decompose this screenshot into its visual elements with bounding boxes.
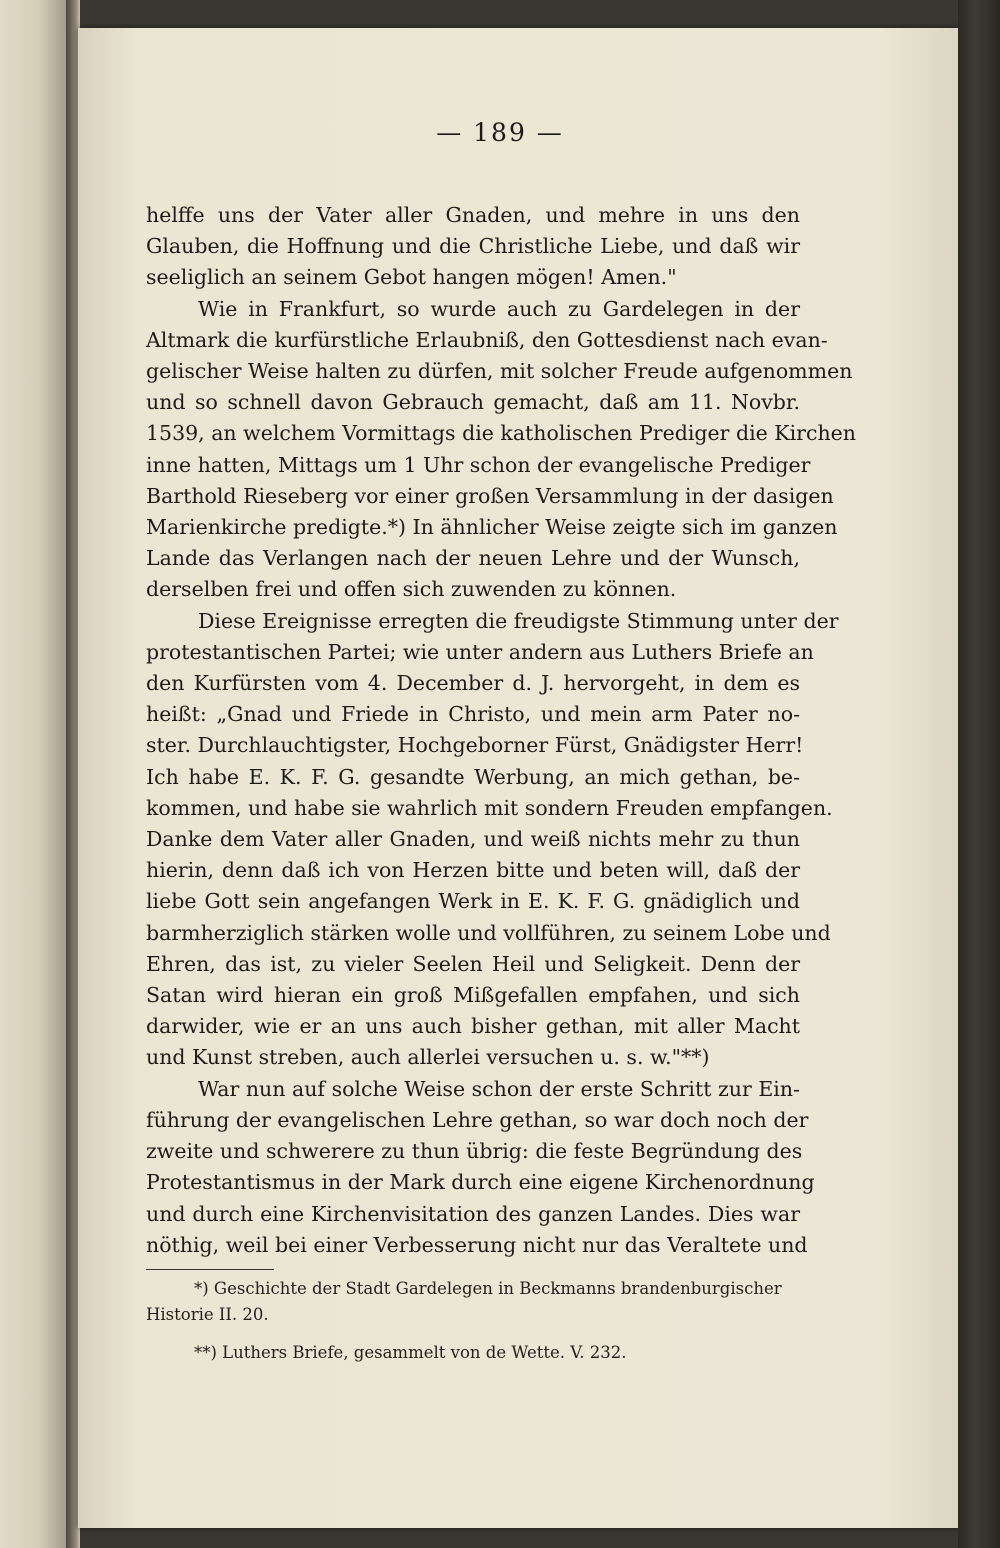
text-line: und durch eine Kirchenvisitation des ganzen Landes. Dies war	[146, 1201, 800, 1226]
left-page-edge	[0, 0, 70, 1548]
text-line: helffe uns der Vater aller Gnaden, und mehre in uns den	[146, 203, 800, 227]
text-line: ster. Durchlauchtigster, Hochgeborner Fürst, Gnädigster Herr!	[146, 733, 804, 758]
text-line: Danke dem Vater aller Gnaden, und weiß nichts mehr zu thun	[146, 827, 800, 852]
text-line: Wie in Frankfurt, so wurde auch zu Gardelegen in der	[198, 296, 800, 321]
text-line: Satan wird hieran ein groß Mißgefallen empfahen, und sich	[146, 983, 800, 1008]
text-line: nöthig, weil bei einer Verbesserung nicht nur das Veraltete und	[146, 1232, 808, 1257]
text-line: Ich habe E. K. F. G. gesandte Werbung, an mich gethan, be-	[146, 764, 800, 789]
text-line: liebe Gott sein angefangen Werk in E. K. F. G. gnädiglich und	[146, 889, 800, 914]
text-line: kommen, und habe sie wahrlich mit sondern Freuden empfangen.	[146, 795, 833, 820]
text-line: Altmark die kurfürstliche Erlaubniß, den Gottesdienst nach evan-	[146, 327, 828, 352]
text-line: 1539, an welchem Vormittags die katholischen Prediger die Kirchen	[146, 421, 856, 446]
text-line: führung der evangelischen Lehre gethan, so war doch noch der	[146, 1107, 809, 1132]
text-line: Protestantismus in der Mark durch eine eigene Kirchenordnung	[146, 1170, 815, 1195]
text-line: Ehren, das ist, zu vieler Seelen Heil und Seligkeit. Denn der	[146, 951, 800, 976]
text-line: darwider, wie er an uns auch bisher gethan, mit aller Macht	[146, 1014, 800, 1039]
body-text	[146, 200, 856, 1261]
text-line: zweite und schwerere zu thun übrig: die feste Begründung des	[146, 1139, 803, 1164]
text-line: und Kunst streben, auch allerlei versuchen u. s. w."**)	[146, 1045, 710, 1070]
page-number: — 189 —	[436, 118, 564, 147]
text-line: hierin, denn daß ich von Herzen bitte und beten will, daß der	[146, 858, 800, 883]
text-line: Marienkirche predigte.*) In ähnlicher Weise zeigte sich im ganzen	[146, 515, 838, 540]
text-line: gelischer Weise halten zu dürfen, mit solcher Freude aufgenommen	[146, 359, 853, 384]
book-cover-edge	[958, 0, 1000, 1548]
text-line: protestantischen Partei; wie unter andern aus Luthers Briefe an	[146, 639, 814, 664]
text-line: Diese Ereignisse erregten die freudigste Stimmung unter der	[198, 608, 839, 633]
text-line: heißt: „Gnad und Friede in Christo, und mein arm Pater no-	[146, 702, 800, 727]
text-line: und so schnell davon Gebrauch gemacht, daß am 11. Novbr.	[146, 390, 800, 415]
text-line: barmherziglich stärken wolle und vollführen, zu seinem Lobe und	[146, 920, 831, 945]
text-line: Lande das Verlangen nach der neuen Lehre und der Wunsch,	[146, 546, 800, 571]
text-line: derselben frei und offen sich zuwenden zu können.	[146, 577, 677, 602]
text-line: inne hatten, Mittags um 1 Uhr schon der evangelische Prediger	[146, 452, 811, 477]
footnote-divider	[146, 1269, 274, 1270]
footnote-2: **) Luthers Briefe, gesammelt von de Wette. V. 232.	[194, 1343, 627, 1362]
footnotes	[146, 1276, 800, 1366]
footnote-1-continued: Historie II. 20.	[146, 1305, 269, 1324]
text-line: Barthold Rieseberg vor einer großen Versammlung in der dasigen	[146, 483, 834, 508]
text-line: War nun auf solche Weise schon der erste Schritt zur Ein-	[198, 1076, 800, 1101]
text-line: seeliglich an seinem Gebot hangen mögen! Amen."	[146, 265, 677, 290]
text-line: Glauben, die Hoffnung und die Christliche Liebe, und daß wir	[146, 234, 800, 259]
text-line: den Kurfürsten vom 4. December d. J. hervorgeht, in dem es	[146, 671, 800, 696]
footnote-1: *) Geschichte der Stadt Gardelegen in Beckmanns brandenburgischer	[194, 1279, 782, 1298]
